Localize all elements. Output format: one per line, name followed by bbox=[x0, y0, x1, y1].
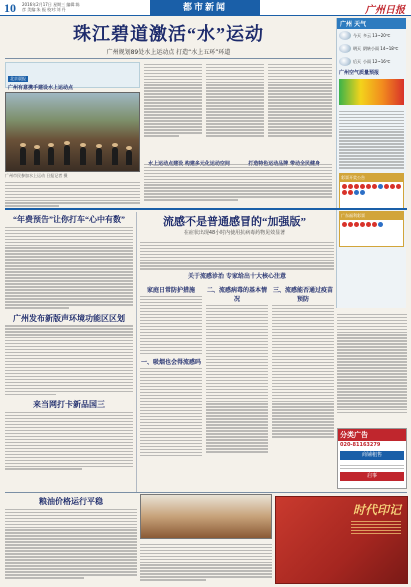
sub-section-head-2: 一、吸烟也会得流感吗 bbox=[140, 359, 201, 367]
lower-column-3 bbox=[272, 282, 334, 438]
top-story-subhead: 广州规划89处水上运动点 打造“水上五环”环道 bbox=[106, 49, 231, 56]
sub-section-head-3: 二、流感病毒的基本情况 bbox=[206, 287, 267, 303]
weather-row bbox=[337, 55, 406, 68]
divider bbox=[5, 492, 407, 493]
weather-row bbox=[337, 42, 406, 55]
left-column bbox=[5, 214, 133, 470]
lead-box bbox=[5, 62, 140, 91]
weather-desc: 小雨 12~16℃ bbox=[363, 58, 391, 64]
food-photo bbox=[140, 494, 272, 539]
top-story-headline: 珠江碧道激活“水”运动 bbox=[73, 24, 264, 44]
lead-tag: 北京晨报 bbox=[10, 76, 26, 81]
weather-day: 明天 bbox=[353, 45, 361, 51]
weather-day: 后天 bbox=[353, 58, 361, 64]
weather-day: 今天 bbox=[353, 32, 361, 38]
classified-block-1: 商铺租售 bbox=[340, 451, 404, 460]
weather-desc: 多云 13~20℃ bbox=[363, 32, 391, 38]
rail-text bbox=[337, 107, 406, 171]
section-divider bbox=[5, 208, 407, 210]
story-column-1 bbox=[144, 62, 202, 148]
lower-story-subhead: 在症状出现48小时内使用抗病毒药物见效显著 bbox=[183, 230, 286, 236]
lower-story-banner bbox=[140, 268, 334, 282]
aqi-scale bbox=[339, 79, 404, 105]
classified-title: 分类广告 bbox=[338, 429, 406, 441]
lower-column-2 bbox=[206, 282, 268, 453]
date-line: 2016年2月17日 星期三 编辑:陈 彦 美编:朱 振 校对:刘 丹 bbox=[22, 2, 80, 12]
classified-phone: 020-81163279 bbox=[340, 442, 381, 448]
bottom-ad bbox=[275, 496, 408, 584]
lower-story-header bbox=[137, 213, 332, 236]
story-lower-text bbox=[144, 162, 332, 201]
lottery-box-2 bbox=[339, 211, 404, 247]
bottom-ad-title: 时代印记 bbox=[352, 503, 401, 517]
left-head-1: “年费预告”让你打车“心中有数” bbox=[13, 215, 125, 224]
bottom-left-story bbox=[5, 496, 137, 579]
newspaper-logo: 广州日报 bbox=[365, 5, 405, 16]
right-lower-text bbox=[337, 312, 407, 413]
sub-section-head-1: 家庭日常防护措施 bbox=[146, 287, 195, 294]
sub-section-head-0: 关于流感诊治 专家给出十大核心注意 bbox=[187, 273, 287, 280]
page-number: 10 bbox=[4, 1, 16, 15]
lead-text bbox=[5, 180, 140, 207]
top-story-header bbox=[6, 20, 331, 56]
lottery2-title: 广东福利彩票 bbox=[340, 212, 403, 220]
right-rail bbox=[336, 18, 406, 308]
weather-title: 广州 天气 bbox=[337, 18, 406, 29]
lower-story-headline: 流感不是普通感冒的“加强版” bbox=[163, 216, 306, 228]
cloud-rain-icon bbox=[339, 44, 351, 53]
photo-caption: 广州市民参加水上运动 日报记者 摄 bbox=[5, 173, 68, 178]
classified-block-2: 启事 bbox=[340, 472, 404, 481]
left-head-3: 来当网打卡新品国三 bbox=[33, 400, 105, 410]
cloud-icon bbox=[339, 31, 351, 40]
sub-section-head-4: 三、流感能否通过疫苗预防 bbox=[272, 287, 333, 303]
left-head-2: 广州发布新版声环境功能区区划 bbox=[13, 313, 125, 323]
section-title: 都市新闻 bbox=[150, 0, 260, 15]
aqi-title: 广州空气质量预报 bbox=[339, 70, 380, 76]
lead-title: 广州有意携手建设水上运动点 bbox=[8, 85, 74, 91]
divider bbox=[5, 58, 332, 59]
classified-ad bbox=[337, 428, 407, 489]
story-column-3 bbox=[268, 62, 332, 148]
lower-column-1 bbox=[140, 282, 202, 456]
left-head-4: 粮油价格运行平稳 bbox=[39, 497, 103, 506]
story-column-2 bbox=[206, 62, 264, 148]
weather-row bbox=[337, 29, 406, 42]
lottery-balls bbox=[340, 182, 403, 197]
lottery-box bbox=[339, 173, 404, 209]
rain-icon bbox=[339, 57, 351, 66]
main-photo bbox=[5, 92, 140, 172]
masthead bbox=[0, 0, 411, 16]
column-divider bbox=[136, 212, 137, 492]
lower-story-intro bbox=[140, 240, 334, 270]
weather-desc: 阴转小雨 14~18℃ bbox=[363, 45, 399, 51]
lottery-title: 彩票开奖公告 bbox=[340, 174, 403, 182]
bottom-mid-text bbox=[140, 542, 272, 581]
